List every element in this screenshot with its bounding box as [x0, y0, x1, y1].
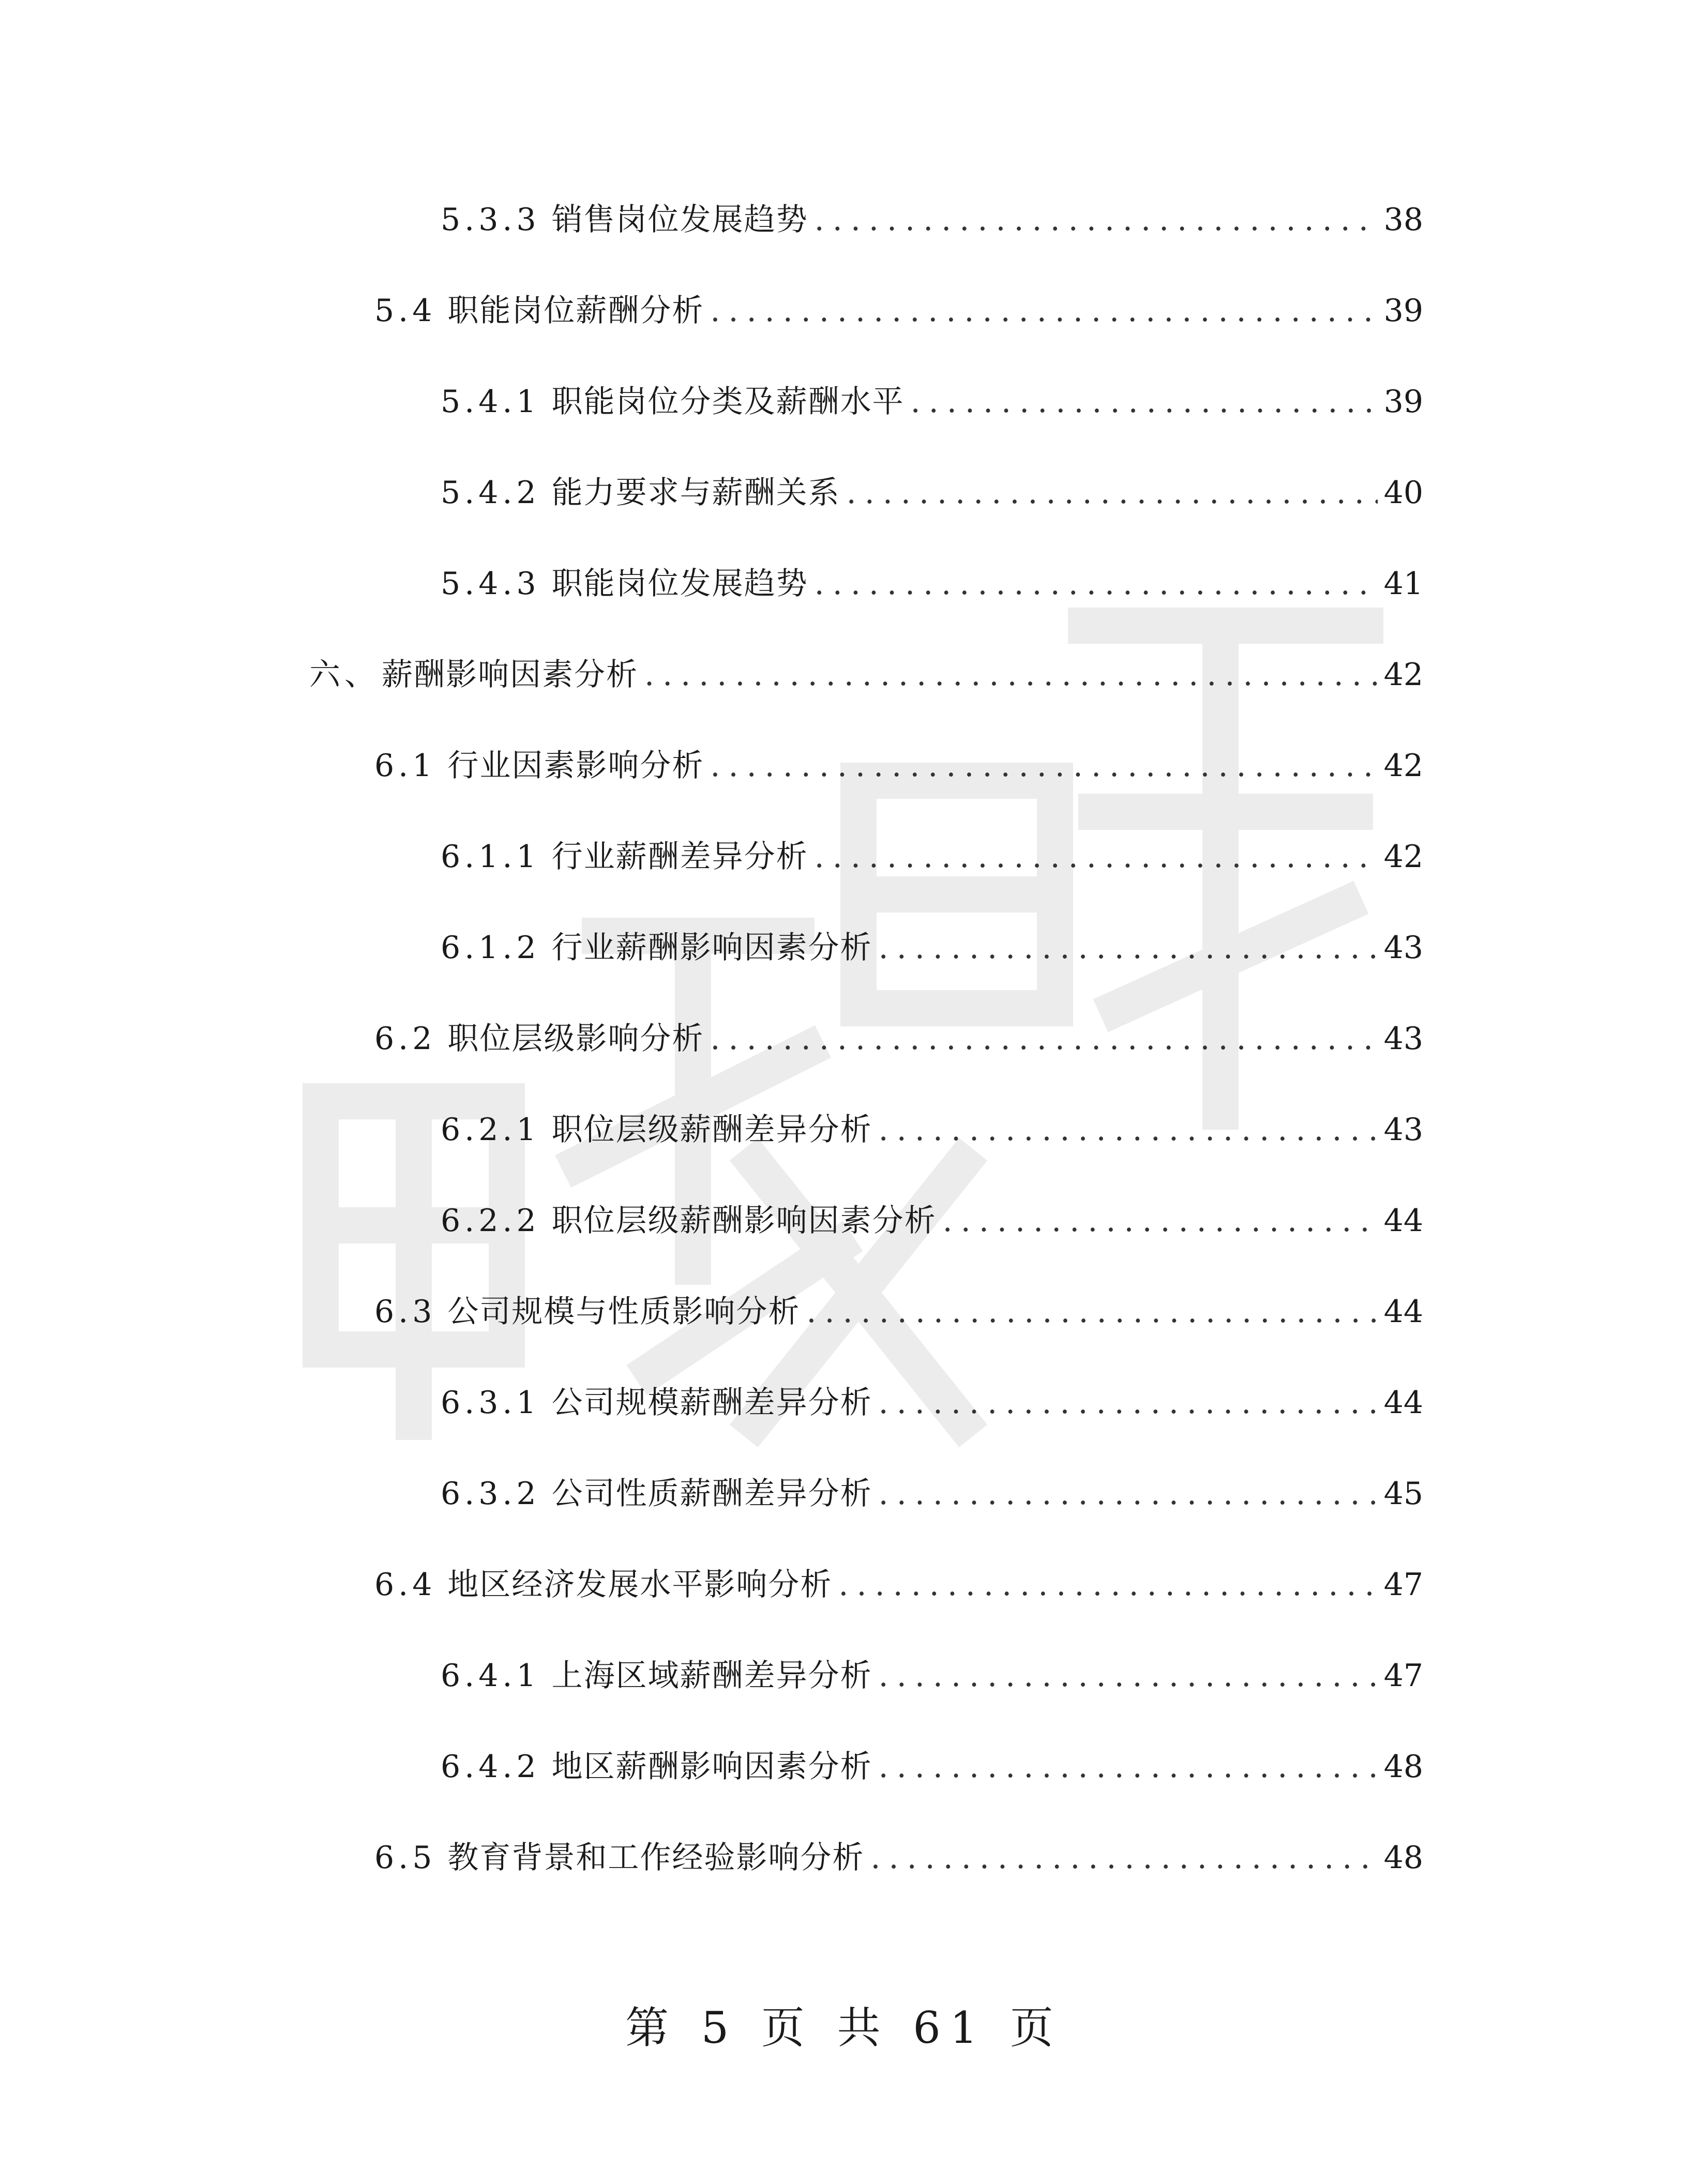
toc-leader-dots — [911, 378, 1378, 425]
toc-number: 6.3 — [374, 1294, 436, 1330]
toc-number: 6.4.1 — [441, 1658, 540, 1694]
toc-entry-6-4-2[interactable] — [441, 1733, 1423, 1790]
toc-entry-chapter-6[interactable] — [309, 641, 1423, 698]
page-footer: 第 5 页 共 61 页 — [625, 2003, 1063, 2053]
toc-leader-dots — [815, 196, 1378, 243]
toc-leader-dots — [879, 1106, 1378, 1153]
toc-number: 6.1.2 — [441, 930, 540, 966]
toc-number: 6.4.2 — [441, 1749, 540, 1785]
toc-leader-dots — [943, 1197, 1378, 1244]
toc-title: 公司规模与性质影响分析 — [447, 1294, 801, 1330]
toc-title: 职位层级影响分析 — [447, 1021, 704, 1057]
toc-number: 6.3.1 — [441, 1385, 540, 1421]
toc-page-number: 44 — [1383, 1203, 1423, 1239]
toc-page-number: 48 — [1383, 1749, 1423, 1785]
toc-leader-dots — [644, 651, 1378, 698]
toc-page-number: 38 — [1383, 202, 1423, 238]
toc-number: 六、 — [309, 657, 380, 693]
toc-page-number: 43 — [1383, 930, 1423, 966]
toc-leader-dots — [815, 560, 1378, 607]
toc-page-number: 48 — [1383, 1840, 1423, 1876]
toc-entry-6-3[interactable] — [374, 1278, 1423, 1335]
toc-page-number: 44 — [1383, 1385, 1423, 1421]
toc-title: 公司规模薪酬差异分析 — [551, 1385, 872, 1421]
toc-page-number: 43 — [1383, 1112, 1423, 1148]
toc-entry-6-2[interactable] — [374, 1005, 1423, 1062]
toc-title: 行业薪酬影响因素分析 — [551, 930, 872, 966]
toc-number: 5.3.3 — [441, 202, 540, 238]
toc-number: 5.4.1 — [441, 384, 540, 420]
toc-title: 职能岗位发展趋势 — [551, 566, 808, 602]
toc-title: 能力要求与薪酬关系 — [551, 475, 840, 511]
toc-title: 教育背景和工作经验影响分析 — [447, 1840, 865, 1876]
toc-title: 销售岗位发展趋势 — [551, 202, 808, 238]
toc-leader-dots — [710, 742, 1377, 789]
toc-page-number: 47 — [1383, 1658, 1423, 1694]
toc-title: 职能岗位薪酬分析 — [447, 293, 704, 329]
toc-page-number: 42 — [1383, 748, 1423, 784]
toc-entry-6-5[interactable] — [374, 1824, 1423, 1881]
toc-page-number: 42 — [1383, 657, 1423, 693]
toc-page-number: 41 — [1383, 566, 1423, 602]
toc-title: 地区薪酬影响因素分析 — [551, 1749, 872, 1785]
toc-leader-dots — [710, 287, 1377, 334]
toc-leader-dots — [815, 833, 1378, 880]
toc-number: 6.2.2 — [441, 1203, 540, 1239]
toc-leader-dots — [838, 1561, 1377, 1608]
toc-number: 6.3.2 — [441, 1476, 540, 1512]
toc-title: 行业因素影响分析 — [447, 748, 704, 784]
toc-title: 职能岗位分类及薪酬水平 — [551, 384, 905, 420]
toc-entry-5-4[interactable] — [374, 277, 1423, 334]
toc-page-number: 39 — [1383, 293, 1423, 329]
toc-entry-6-1[interactable] — [374, 732, 1423, 789]
toc-number: 6.1 — [374, 748, 436, 784]
toc-page-number: 45 — [1383, 1476, 1423, 1512]
toc-entry-6-4-1[interactable] — [441, 1642, 1423, 1699]
toc-entry-6-3-2[interactable] — [441, 1460, 1423, 1517]
toc-number: 5.4 — [374, 293, 436, 329]
toc-leader-dots — [879, 1379, 1378, 1426]
toc-number: 5.4.2 — [441, 475, 540, 511]
toc-page-number: 39 — [1383, 384, 1423, 420]
toc-page-number: 42 — [1383, 839, 1423, 875]
toc-title: 上海区域薪酬差异分析 — [551, 1658, 872, 1694]
toc-title: 薪酬影响因素分析 — [382, 657, 638, 693]
toc-entry-6-1-1[interactable] — [441, 823, 1423, 880]
toc-number: 6.4 — [374, 1567, 436, 1603]
toc-title: 职位层级薪酬差异分析 — [551, 1112, 872, 1148]
toc-leader-dots — [879, 1470, 1378, 1517]
toc-entry-6-3-1[interactable] — [441, 1369, 1423, 1426]
toc-entry-5-4-2[interactable] — [441, 459, 1423, 516]
toc-leader-dots — [879, 1743, 1378, 1790]
toc-title: 职位层级薪酬影响因素分析 — [551, 1203, 937, 1239]
toc-number: 6.1.1 — [441, 839, 540, 875]
toc-number: 5.4.3 — [441, 566, 540, 602]
toc-page-number: 44 — [1383, 1294, 1423, 1330]
toc-entry-5-4-3[interactable] — [441, 550, 1423, 607]
toc-leader-dots — [879, 1652, 1378, 1699]
toc-entry-6-4[interactable] — [374, 1551, 1423, 1608]
toc-leader-dots — [870, 1834, 1377, 1881]
toc-title: 公司性质薪酬差异分析 — [551, 1476, 872, 1512]
toc-page-number: 40 — [1383, 475, 1423, 511]
toc-number: 6.2.1 — [441, 1112, 540, 1148]
toc-leader-dots — [710, 1015, 1377, 1062]
toc-leader-dots — [847, 469, 1378, 516]
toc-title: 地区经济发展水平影响分析 — [447, 1567, 833, 1603]
toc-entry-5-4-1[interactable] — [441, 368, 1423, 425]
toc-title: 行业薪酬差异分析 — [551, 839, 808, 875]
toc-entry-5-3-3[interactable] — [441, 186, 1423, 243]
toc-leader-dots — [806, 1288, 1377, 1335]
toc-leader-dots — [879, 924, 1378, 971]
toc-page-number: 43 — [1383, 1021, 1423, 1057]
toc-number: 6.5 — [374, 1840, 436, 1876]
toc-page-number: 47 — [1383, 1567, 1423, 1603]
toc-entry-6-2-1[interactable] — [441, 1096, 1423, 1153]
toc-entry-6-2-2[interactable] — [441, 1187, 1423, 1244]
toc-entry-6-1-2[interactable] — [441, 914, 1423, 971]
toc-number: 6.2 — [374, 1021, 436, 1057]
